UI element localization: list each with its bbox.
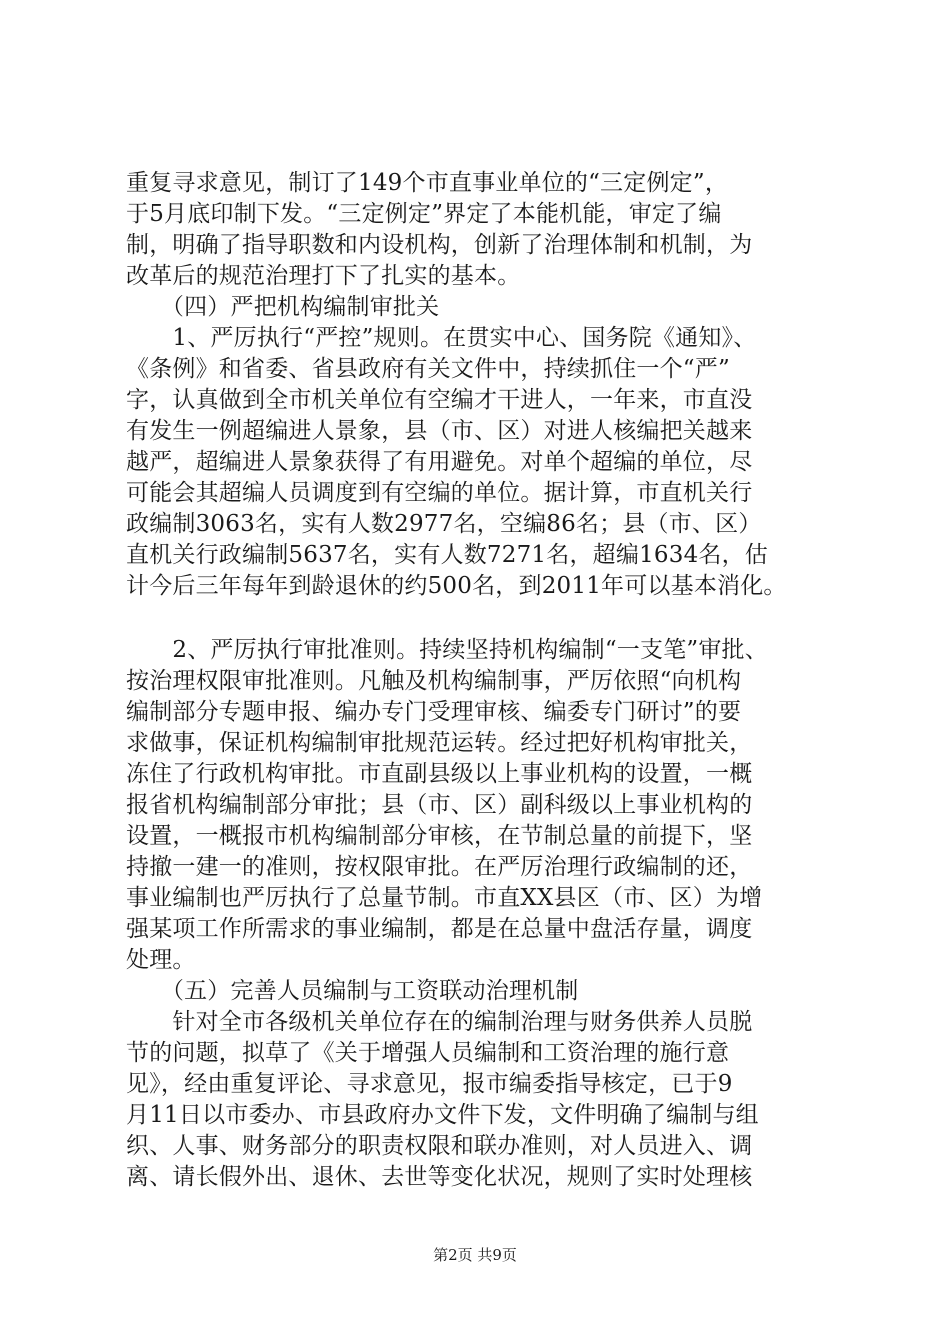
text-line: 持撤一建一的准则，按权限审批。在严厉治理行政编制的还，: [126, 854, 753, 880]
page-footer: 第2页 共9页: [433, 1246, 517, 1264]
text-line: 《条例》和省委、省县政府有关文件中，持续抓住一个“严”: [126, 356, 730, 382]
text-line: 见》，经由重复评论、寻求意见，报市编委指导核定，已于9: [126, 1071, 733, 1097]
text-line: 编制部分专题申报、编办专门受理审核、编委专门研讨”的要: [126, 699, 742, 725]
text-line: 事业编制也严厉执行了总量节制。市直XX县区（市、区）为增: [126, 885, 763, 911]
paragraph-gap: [126, 602, 861, 635]
text-line: 设置，一概报市机构编制部分审核，在节制总量的前提下，坚: [126, 823, 753, 849]
text-line: 越严，超编进人景象获得了有用避免。对单个超编的单位，尽: [126, 449, 753, 475]
text-line: 月11日以市委办、市县政府办文件下发，文件明确了编制与组: [126, 1102, 759, 1128]
text-line: 有发生一例超编进人景象，县（市、区）对进人核编把关越来: [126, 418, 753, 444]
text-line: 1、严厉执行“严控”规则。在贯实中心、国务院《通知》、: [126, 325, 757, 351]
text-line: 报省机构编制部分审批；县（市、区）副科级以上事业机构的: [126, 792, 753, 818]
text-line: 按治理权限审批准则。凡触及机构编制事，严厉依照“向机构: [126, 668, 742, 694]
text-line: 2、严厉执行审批准则。持续坚持机构编制“一支笔”审批、: [126, 637, 768, 663]
text-line: 重复寻求意见，制订了149个市直事业单位的“三定例定”，: [126, 170, 729, 196]
text-line: 改革后的规范治理打下了扎实的基本。: [126, 263, 521, 289]
section-heading: （五）完善人员编制与工资联动治理机制: [126, 978, 579, 1004]
text-line: 处理。: [126, 947, 196, 973]
text-line: 冻住了行政机构审批。市直副县级以上事业机构的设置，一概: [126, 761, 753, 787]
text-line: 于5月底印制下发。“三定例定”界定了本能机能，审定了编: [126, 201, 722, 227]
text-line: 可能会其超编人员调度到有空编的单位。据计算，市直机关行: [126, 480, 753, 506]
text-line: 针对全市各级机关单位存在的编制治理与财务供养人员脱: [126, 1009, 753, 1035]
text-line: 计今后三年每年到龄退休的约500名，到2011年可以基本消化。: [126, 573, 787, 599]
text-line: 政编制3063名，实有人数2977名，空编86名；县（市、区）: [126, 511, 762, 537]
section-heading: （四）严把机构编制审批关: [126, 294, 440, 320]
text-line: 字，认真做到全市机关单位有空编才干进人，一年来，市直没: [126, 387, 753, 413]
text-line: 强某项工作所需求的事业编制，都是在总量中盘活存量，调度: [126, 916, 753, 942]
text-line: 离、请长假外出、退休、去世等变化状况，规则了实时处理核: [126, 1164, 753, 1190]
text-line: 制，明确了指导职数和内设机构，创新了治理体制和机制，为: [126, 232, 753, 258]
document-body: [126, 168, 861, 1193]
text-line: 织、人事、财务部分的职责权限和联办准则，对人员进入、调: [126, 1133, 753, 1159]
text-line: 节的问题，拟草了《关于增强人员编制和工资治理的施行意: [126, 1040, 730, 1066]
text-line: 求做事，保证机构编制审批规范运转。经过把好机构审批关，: [126, 730, 753, 756]
text-line: 直机关行政编制5637名，实有人数7271名，超编1634名，估: [126, 542, 768, 568]
